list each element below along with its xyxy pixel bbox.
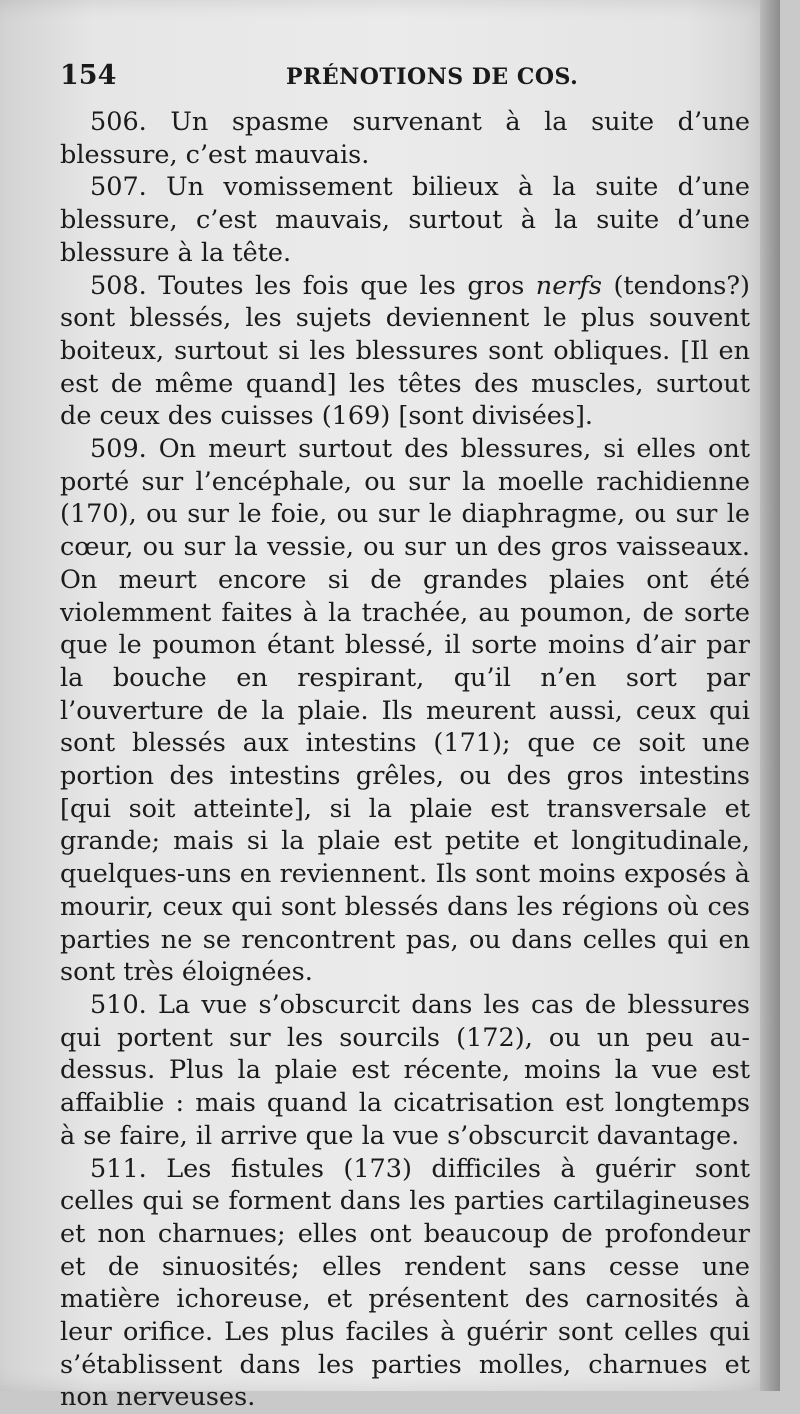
- italic-term: nerfs: [536, 271, 602, 301]
- paragraph-number: 509.: [90, 434, 147, 464]
- paragraph-number: 506.: [90, 107, 147, 137]
- paragraph-text: Un spasme survenant à la suite d’une blessure, c’est mauvais.: [60, 107, 750, 170]
- paragraph-text: Les fistules (173) difficiles à guérir sont celles qui se forment dans les parties cartilagineuses et non charnues; elles ont beaucoup de profondeur et de sinuosités; elles rendent sans cesse une matière ichoreuse, et présentent des carnosités à leur orifice. Les plus faciles à guérir sont celles qui s’établissent dans les parties molles, charnues et non nerveuses.: [60, 1154, 750, 1413]
- paragraph-509: [60, 433, 750, 989]
- paragraph-text: Toutes les fois que les gros: [158, 271, 524, 301]
- body-text: [60, 106, 750, 1414]
- paragraph-number: 511.: [90, 1154, 147, 1184]
- paragraph-511: [60, 1153, 750, 1414]
- page-header: [60, 56, 750, 96]
- paragraph-text: Un vomissement bilieux à la suite d’une blessure, c’est mauvais, surtout à la suite d’une blessure à la tête.: [60, 172, 750, 267]
- paragraph-number: 508.: [90, 271, 147, 301]
- paragraph-number: 507.: [90, 172, 147, 202]
- paragraph-506: [60, 106, 750, 171]
- paragraph-507: [60, 171, 750, 269]
- paragraph-text: La vue s’obscurcit dans les cas de blessures qui portent sur les sourcils (172), ou un peu au-dessus. Plus la plaie est récente, moins la vue est affaiblie : mais quand la cicatrisation est longtemps à se faire, il arrive que la vue s’obscurcit davantage.: [60, 990, 750, 1151]
- paragraph-number: 510.: [90, 990, 147, 1020]
- page-edge-shadow: [760, 0, 780, 1391]
- page-number: 154: [60, 60, 116, 91]
- paragraph-text: (tendons?) sont blessés, les sujets deviennent le plus souvent boiteux, surtout si les blessures sont obliques. [Il en est de même quand] les têtes des muscles, surtout de ceux des cuisses (169) [sont divisées].: [60, 271, 750, 432]
- paragraph-510: [60, 989, 750, 1153]
- running-head: PRÉNOTIONS DE COS.: [286, 64, 578, 90]
- paragraph-508: [60, 270, 750, 434]
- paragraph-text: On meurt surtout des blessures, si elles ont porté sur l’encéphale, ou sur la moelle rachidienne (170), ou sur le foie, ou sur le diaphragme, ou sur le cœur, ou sur la vessie, ou sur un des gros vaisseaux. On meurt encore si de grandes plaies ont été violemment faites à la trachée, au poumon, de sorte que le poumon étant blessé, il sorte moins d’air par la bouche en respirant, qu’il n’en sort par l’ouverture de la plaie. Ils meurent aussi, ceux qui sont blessés aux intestins (171); que ce soit une portion des intestins grêles, ou des gros intestins [qui soit atteinte], si la plaie est transversale et grande; mais si la plaie est petite et longitudinale, quelques-uns en reviennent. Ils sont moins exposés à mourir, ceux qui sont blessés dans les régions où ces parties ne se rencontrent pas, ou dans celles qui en sont très éloignées.: [60, 434, 750, 987]
